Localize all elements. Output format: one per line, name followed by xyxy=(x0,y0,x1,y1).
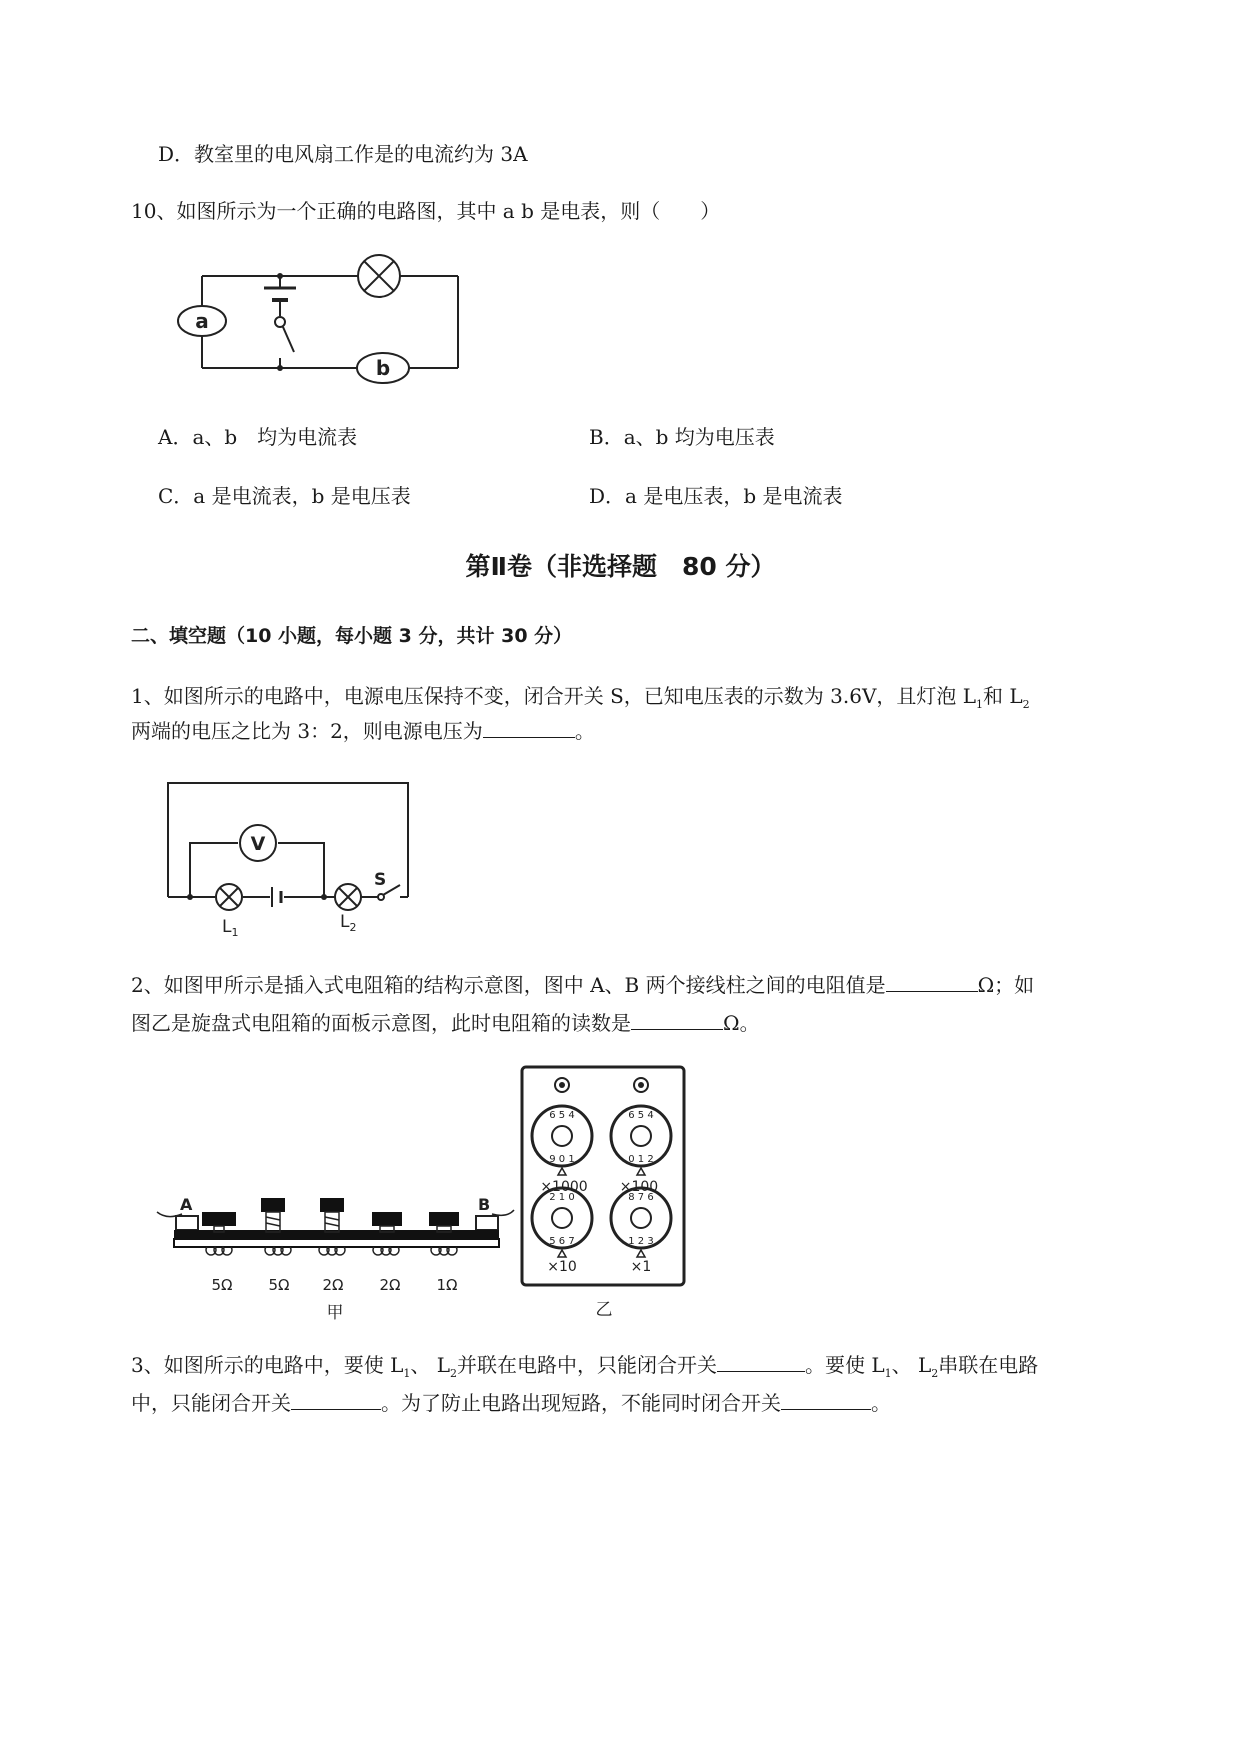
lamp-l2-icon xyxy=(335,884,361,910)
fill3-text-a: 3、如图所示的电路中，要使 L xyxy=(131,1353,404,1377)
q9-option-d: D．教室里的电风扇工作是的电流约为 3A xyxy=(158,142,528,166)
fill3-sub3: 1 xyxy=(884,1367,892,1380)
fill3-sub2: 2 xyxy=(450,1367,458,1380)
fill1-line2 xyxy=(131,717,595,745)
fill1-line1 xyxy=(131,682,1030,719)
fill3-text-g: 中，只能闭合开关 xyxy=(131,1391,291,1415)
fill3-text-c: 并联在电路中，只能闭合开关 xyxy=(457,1353,718,1377)
fill2-text-a: 2、如图甲所示是插入式电阻箱的结构示意图，图中 A、B 两个接线柱之间的电阻值是 xyxy=(131,973,886,997)
resistor-label-2: 5Ω xyxy=(268,1276,290,1294)
svg-text:5 6 7: 5 6 7 xyxy=(549,1236,575,1247)
resistor-label-4: 2Ω xyxy=(379,1276,401,1294)
fill2-answer-blank-2[interactable] xyxy=(631,1009,723,1030)
q10-circuit-figure xyxy=(170,240,470,390)
terminal-b-label: B xyxy=(478,1195,491,1214)
section-title: 第Ⅱ卷（非选择题 80 分） xyxy=(465,552,776,581)
fill3-sub1: 1 xyxy=(403,1367,411,1380)
svg-text:8 7 6: 8 7 6 xyxy=(628,1192,654,1203)
resistor-label-1: 5Ω xyxy=(211,1276,233,1294)
section-subtitle: 二、填空题（10 小题，每小题 3 分，共计 30 分） xyxy=(131,625,573,647)
fill3-text-b: 、 L xyxy=(410,1353,451,1377)
svg-text:9 0 1: 9 0 1 xyxy=(549,1154,575,1165)
fill1-text-b: 和 L xyxy=(983,684,1023,708)
q10-stem: 10、如图所示为一个正确的电路图，其中 a b 是电表，则（ ） xyxy=(131,199,721,223)
fill2-text-b: Ω；如 xyxy=(977,973,1035,997)
fill3-line1 xyxy=(131,1351,1038,1388)
q10-option-d: D．a 是电压表，b 是电流表 xyxy=(589,484,843,508)
fill3-answer-blank-1[interactable] xyxy=(717,1351,805,1372)
switch-s-label: S xyxy=(374,870,387,890)
lamp-l1-label: $L_1$ xyxy=(222,917,239,939)
fill1-text-a: 1、如图所示的电路中，电源电压保持不变，闭合开关 S，已知电压表的示数为 3.6V，且灯泡 L xyxy=(131,684,977,708)
fill1-sub2: 2 xyxy=(1022,698,1030,711)
q10-option-a: A．a、b 均为电流表 xyxy=(158,425,358,449)
dial-resistance-box-figure xyxy=(518,1063,690,1331)
fill2-answer-blank-1[interactable] xyxy=(886,971,978,992)
fill3-text-e: 、 L xyxy=(891,1353,932,1377)
fill2-line2 xyxy=(131,1009,760,1037)
fill3-sub4: 2 xyxy=(931,1367,939,1380)
fill1-text-c: 两端的电压之比为 3：2，则电源电压为 xyxy=(131,719,483,743)
meter-b-label: b xyxy=(375,356,391,380)
q10-option-c: C．a 是电流表，b 是电压表 xyxy=(158,484,411,508)
resistor-label-3: 2Ω xyxy=(322,1276,344,1294)
multiplier-x1000: ×1000 xyxy=(540,1179,588,1195)
dial-panel xyxy=(522,1067,684,1285)
fill3-answer-blank-3[interactable] xyxy=(781,1389,871,1410)
svg-text:1 2 3: 1 2 3 xyxy=(628,1236,654,1247)
multiplier-x1: ×1 xyxy=(630,1259,652,1275)
fill1-text-d: 。 xyxy=(574,719,595,743)
lamp-icon xyxy=(358,255,400,297)
lamp-l2-label: $L_2$ xyxy=(340,912,357,934)
fill3-text-d: 。要使 L xyxy=(805,1353,885,1377)
figure-yi-caption: 乙 xyxy=(595,1300,613,1320)
q10-option-b: B．a、b 均为电压表 xyxy=(589,425,775,449)
fill1-answer-blank[interactable] xyxy=(483,717,575,738)
fill1-sub1: 1 xyxy=(976,698,984,711)
fill1-circuit-figure xyxy=(160,775,420,940)
svg-text:6 5 4: 6 5 4 xyxy=(549,1110,575,1121)
fill3-answer-blank-2[interactable] xyxy=(291,1389,381,1410)
switch-pivot xyxy=(275,317,285,327)
switch-blade xyxy=(283,327,294,352)
fill2-text-d: Ω。 xyxy=(723,1011,760,1035)
lamp-l1-icon xyxy=(216,884,242,910)
figure-jia-caption: 甲 xyxy=(326,1303,344,1323)
meter-a-label: a xyxy=(195,309,209,333)
resistor-coils xyxy=(206,1247,457,1255)
multiplier-x10: ×10 xyxy=(547,1259,577,1275)
fill3-text-f: 串联在电路 xyxy=(938,1353,1039,1377)
terminal-a-label: A xyxy=(180,1195,193,1214)
fill3-text-i: 。 xyxy=(871,1391,891,1415)
fill3-line2 xyxy=(131,1389,891,1417)
resistor-label-5: 1Ω xyxy=(436,1276,458,1294)
voltmeter-label: V xyxy=(250,833,266,855)
fill2-line1 xyxy=(131,971,1034,999)
fill2-text-c: 图乙是旋盘式电阻箱的面板示意图，此时电阻箱的读数是 xyxy=(131,1011,631,1035)
fill3-text-h: 。为了防止电路出现短路，不能同时闭合开关 xyxy=(381,1391,781,1415)
svg-text:6 5 4: 6 5 4 xyxy=(628,1110,654,1121)
svg-text:2 1 0: 2 1 0 xyxy=(549,1192,575,1203)
plug-resistance-box-figure xyxy=(152,1190,522,1330)
multiplier-x100: ×100 xyxy=(619,1179,659,1195)
svg-text:0 1 2: 0 1 2 xyxy=(628,1154,654,1165)
